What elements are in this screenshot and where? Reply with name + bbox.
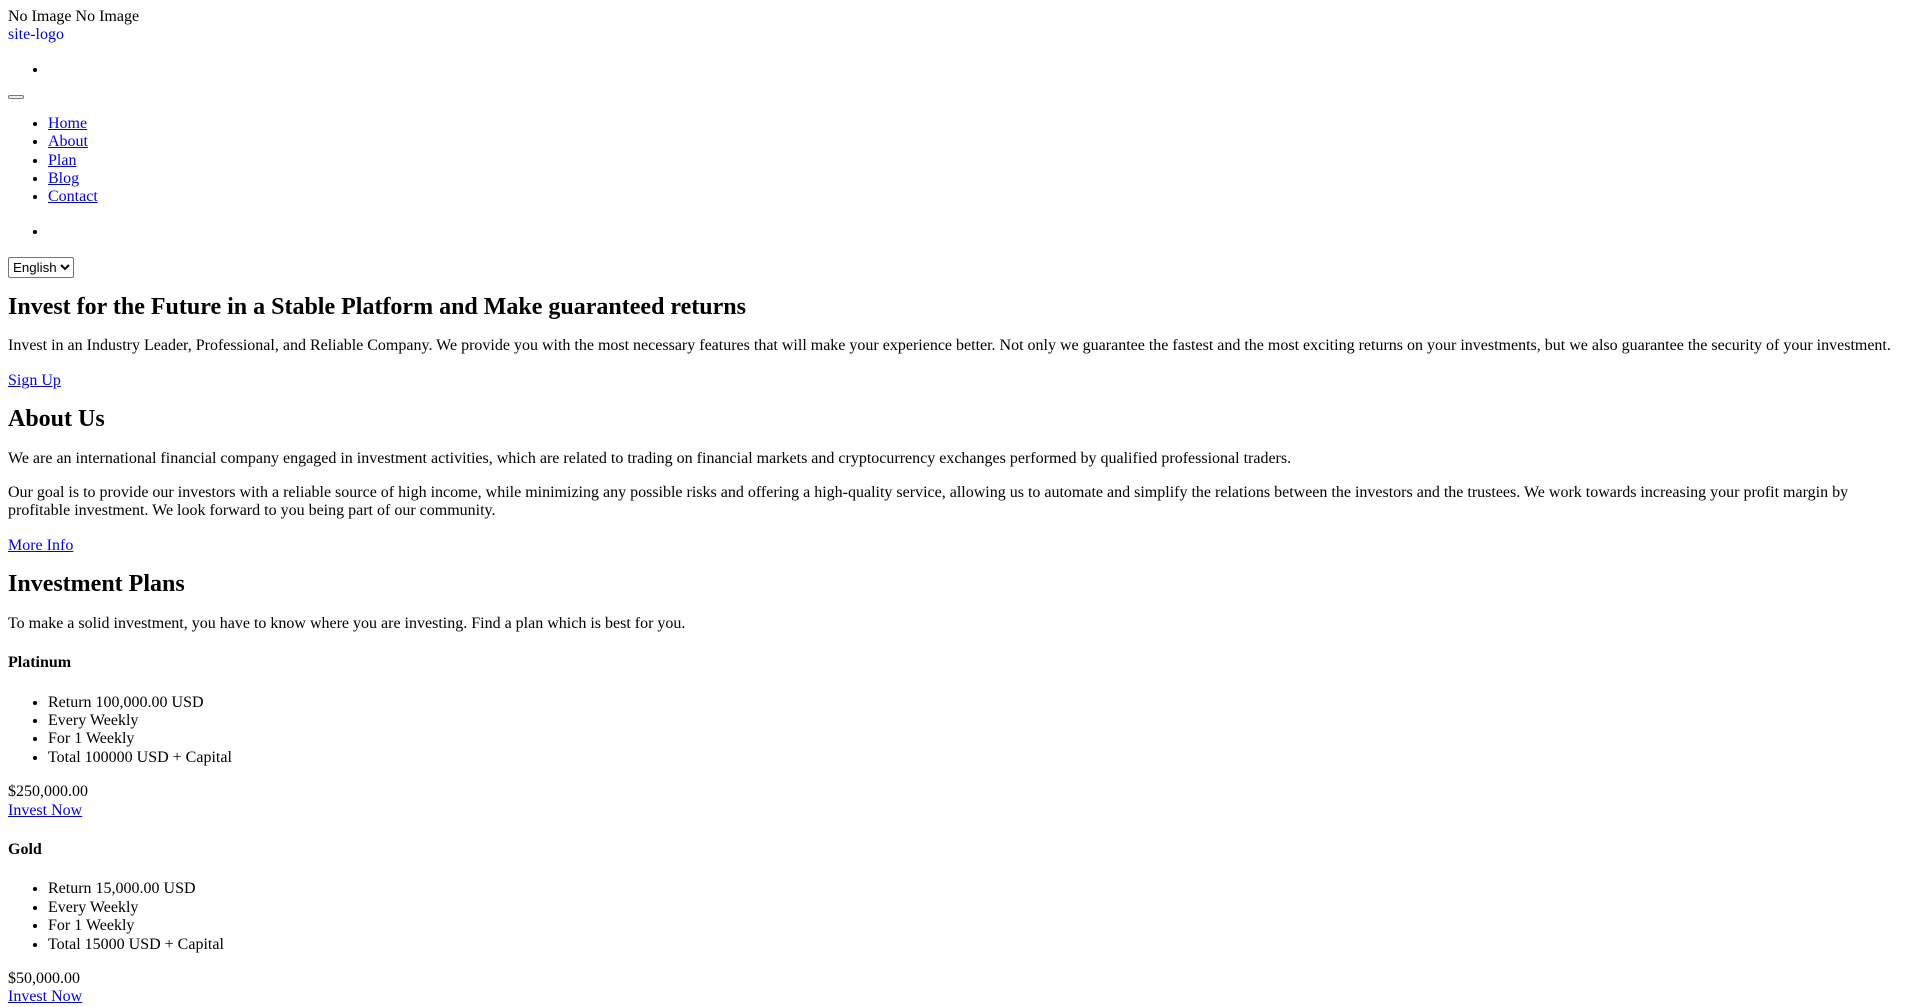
plan-features [8,880,1912,954]
site-logo-link[interactable] [8,26,1912,44]
nav-home[interactable]: Home [48,114,88,132]
more-info-link[interactable]: More Info [8,536,74,554]
plan-feature: • Return 100,000.00 USD [48,694,1912,712]
nav-plan[interactable]: Plan [48,151,77,169]
nav-extra-item [48,223,1912,241]
top-images [8,8,1912,26]
plan-features [8,694,1912,768]
nav-contact[interactable]: Contact [48,188,98,206]
hero-text: Invest in an Industry Leader, Professional, and Reliable Company. We provide you with the most necessary features that will make your experience better. Not only we guarantee the fastest and the most exciting returns on your investments, but we also guarantee the security of your investment. [8,337,1891,355]
plan-feature: • Total 15000 USD + Capital [48,936,1912,954]
about-paragraph-2: Our goal is to provide our investors with a reliable source of high income, while minimizing any possible risks and offering a high-quality service, allowing us to automate and simplify the relations between the investors and the trustees. We work towards increasing your profit margin by profitable investment. We look forward to you being part of our community. [8,484,1849,520]
plan-feature: • Every Weekly [48,899,1912,917]
menu-toggle-button[interactable] [8,95,24,99]
plan-name: Platinum [8,654,72,672]
header-utility-item [48,61,1912,79]
plan-card-platinum [8,654,1912,820]
about-title: About Us [8,406,105,433]
nav-about[interactable]: About [48,133,88,151]
plan-feature: • Every Weekly [48,712,1912,730]
nav-extra-list [8,223,1912,241]
plans-title: Investment Plans [8,571,185,598]
plan-card-gold [8,841,1912,1007]
sign-up-link[interactable]: Sign Up [8,371,61,389]
broken-image-1: No Image [8,8,72,25]
plan-feature: • Total 100000 USD + Capital [48,749,1912,767]
broken-image-2: No Image [75,8,140,25]
plans-subtitle: To make a solid investment, you have to know where you are investing. Find a plan which is best for you. [8,614,686,632]
plan-feature: • For 1 Weekly [48,917,1912,935]
language-select[interactable] [8,257,74,278]
plan-name: Gold [8,840,42,858]
header-utility-list [8,61,1912,79]
plan-feature: • Return 15,000.00 USD [48,880,1912,898]
invest-now-link[interactable]: Invest Now [8,801,83,819]
nav-blog[interactable]: Blog [48,169,80,187]
plan-price: $250,000.00 [8,783,88,801]
hero-title: Invest for the Future in a Stable Platform and Make guaranteed returns [8,293,746,320]
plan-price: $50,000.00 [8,969,80,987]
invest-now-link[interactable]: Invest Now [8,988,83,1006]
site-logo: site-logo [8,26,64,44]
main-nav [8,115,1912,207]
about-paragraph-1: We are an international financial company engaged in investment activities, which are related to trading on financial markets and cryptocurrency exchanges performed by qualified professional traders. [8,449,1292,467]
plan-feature: • For 1 Weekly [48,730,1912,748]
